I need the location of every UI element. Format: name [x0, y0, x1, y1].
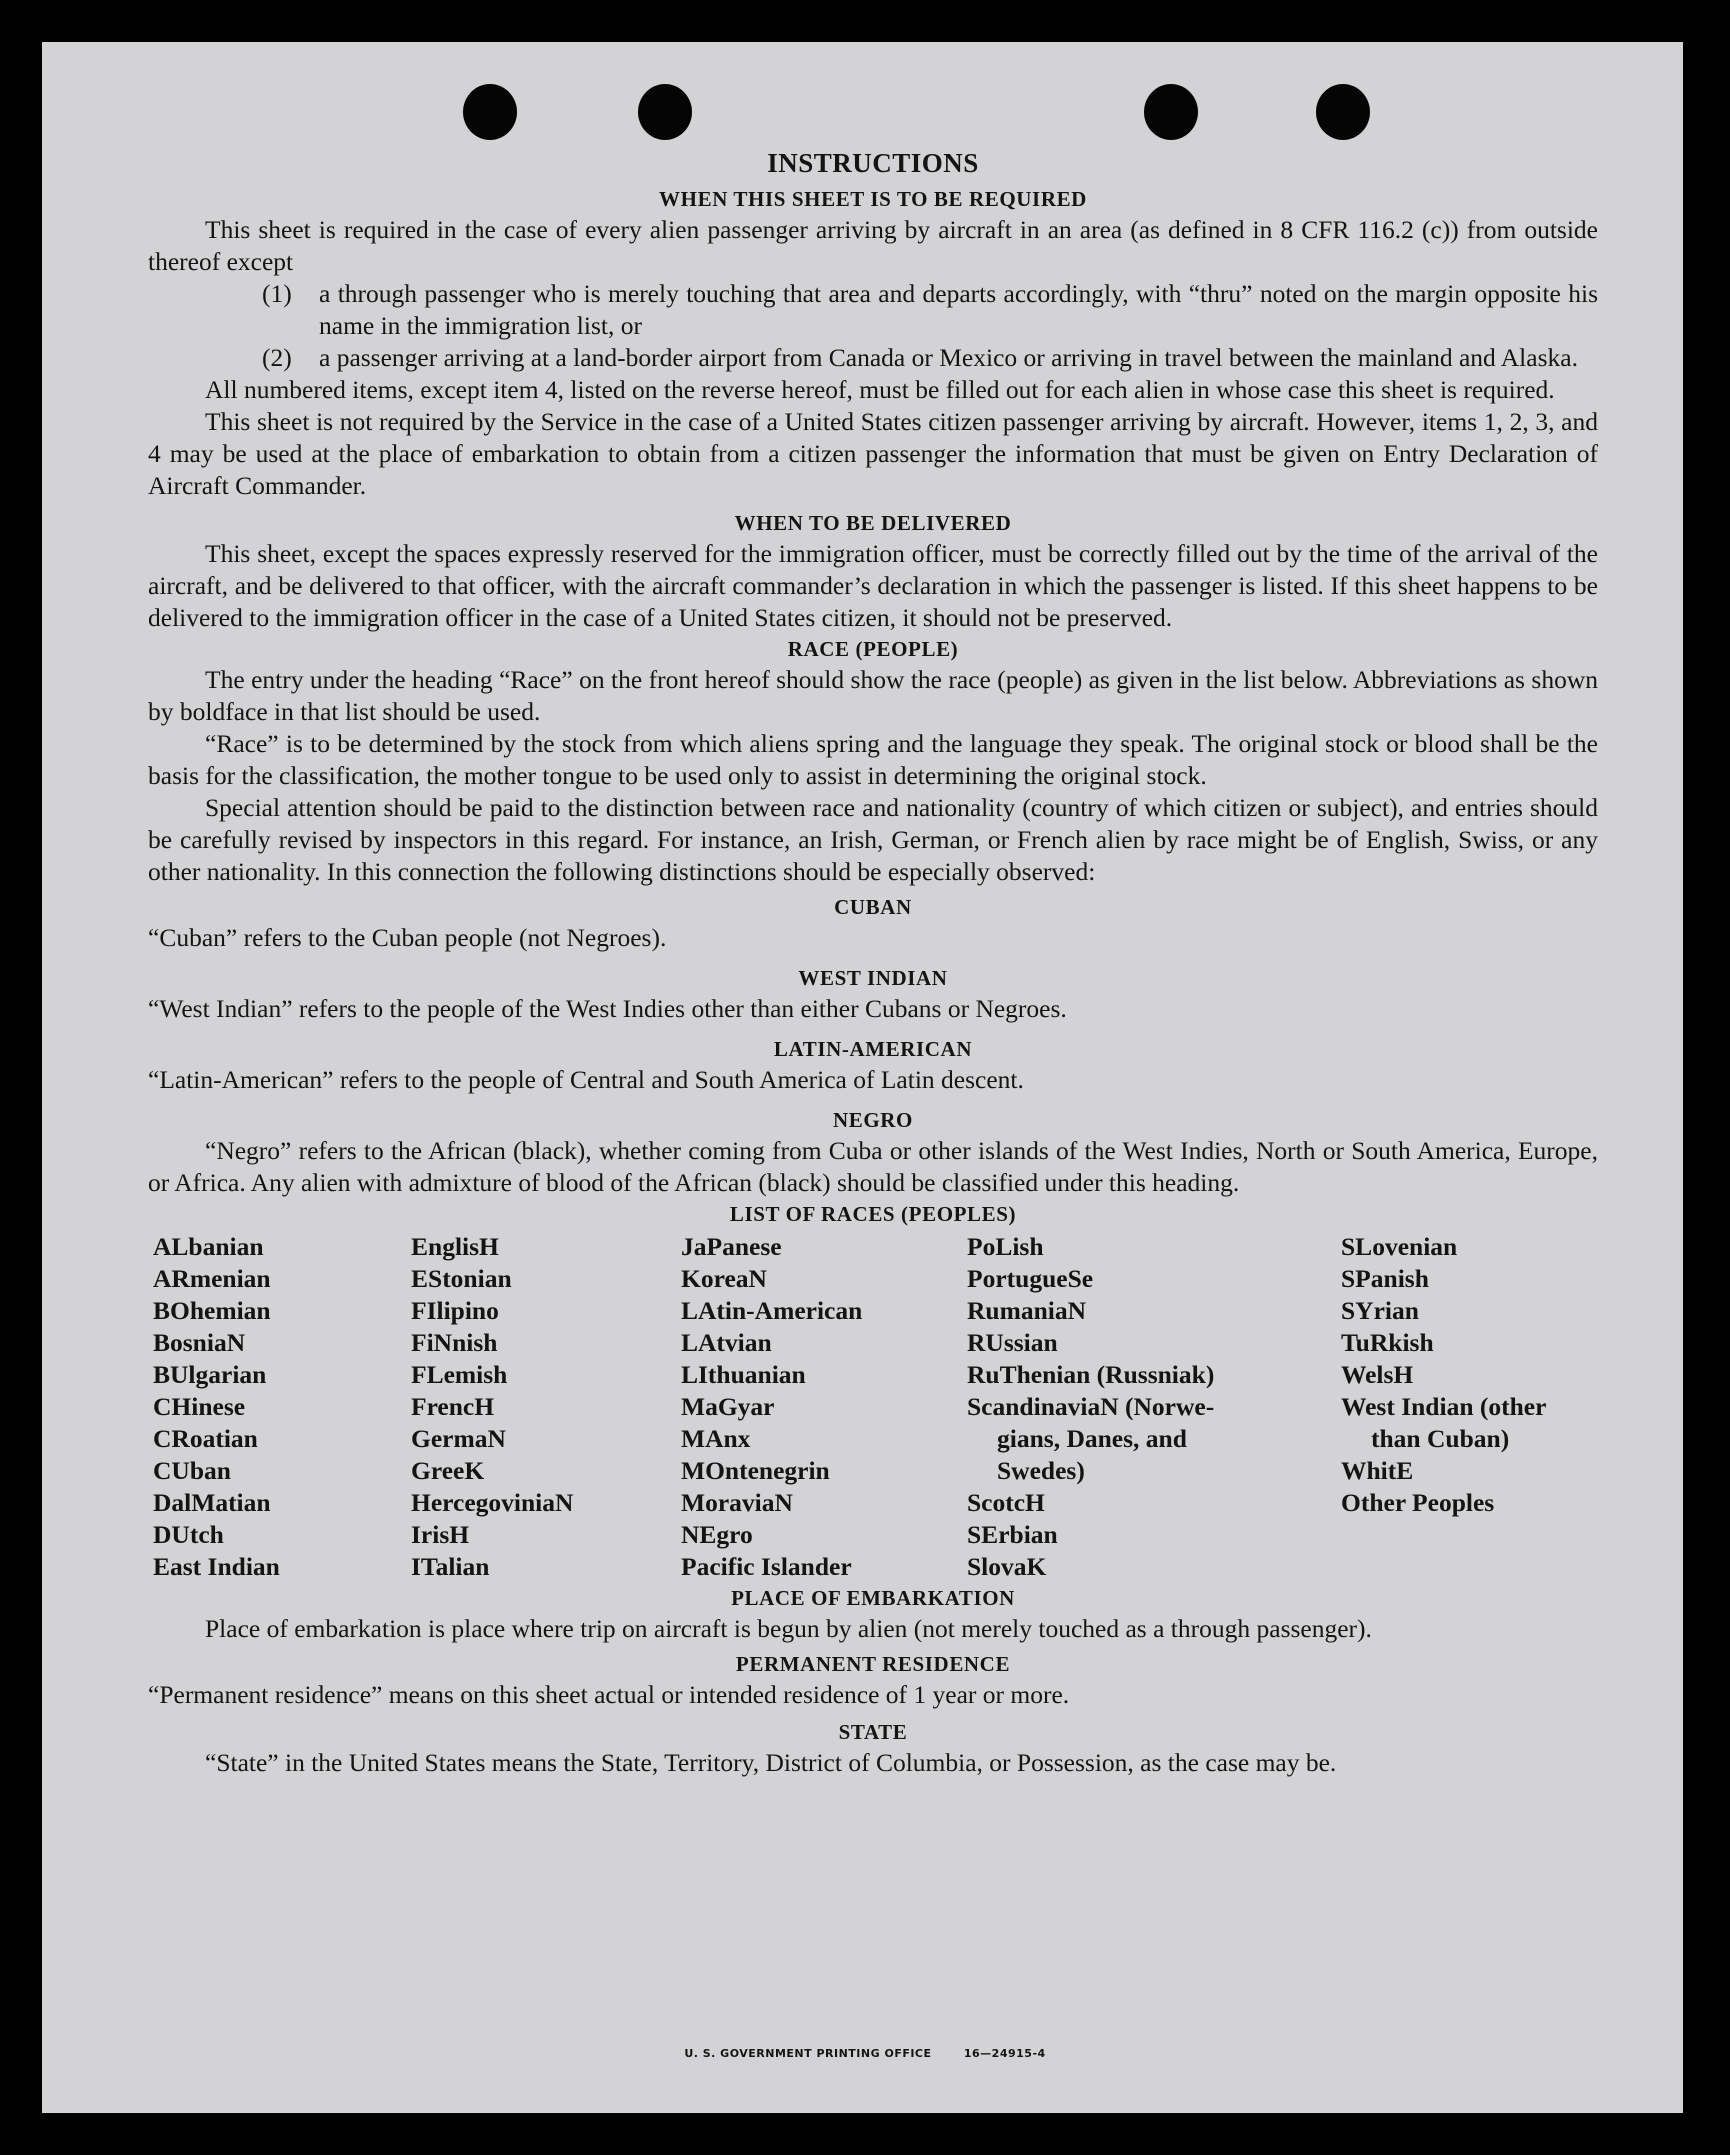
race-entry: LAtin-American: [681, 1296, 863, 1325]
race-column: [1341, 1231, 1546, 1519]
race-entry: RumaniaN: [967, 1296, 1087, 1325]
heading-place-of-embarkation: PLACE OF EMBARKATION: [731, 1586, 1015, 1610]
race-entry: Other Peoples: [1341, 1488, 1495, 1517]
race-entry: ScandinaviaN (Norwe-: [967, 1392, 1215, 1421]
paragraph: “Permanent residence” means on this sheet actual or intended residence of 1 year or more.: [148, 1680, 1070, 1709]
exception-item: [262, 342, 1598, 374]
item-number: (2): [262, 343, 292, 372]
race-entry: JaPanese: [681, 1232, 782, 1261]
race-entry: BUlgarian: [153, 1360, 267, 1389]
race-entry: WhitE: [1341, 1456, 1414, 1485]
race-entry: RUssian: [967, 1328, 1058, 1357]
race-entry: FIlipino: [411, 1296, 499, 1325]
heading-latin-american: LATIN-AMERICAN: [773, 1037, 973, 1061]
punch-hole: [638, 84, 692, 140]
race-entry: MoraviaN: [681, 1488, 793, 1517]
race-entry: GreeK: [411, 1456, 485, 1485]
race-entry: EStonian: [411, 1264, 512, 1293]
page-title: INSTRUCTIONS: [767, 148, 979, 178]
race-entry: BOhemian: [153, 1296, 271, 1325]
race-entry: CUban: [153, 1456, 231, 1485]
race-entry: SErbian: [967, 1520, 1058, 1549]
race-entry: gians, Danes, and: [997, 1424, 1187, 1453]
race-entry: PoLish: [967, 1232, 1044, 1261]
race-entry: PortugueSe: [967, 1264, 1094, 1293]
race-column: [681, 1231, 862, 1583]
race-entry: MOntenegrin: [681, 1456, 830, 1485]
race-entry: SlovaK: [967, 1552, 1047, 1581]
heading-when-delivered: WHEN TO BE DELIVERED: [734, 511, 1012, 535]
instructions-body: [148, 146, 1598, 1779]
race-entry: SYrian: [1341, 1296, 1419, 1325]
race-entry: BosniaN: [153, 1328, 246, 1357]
form-code: 16—24915-4: [963, 2047, 1046, 2060]
paragraph: The entry under the heading “Race” on the front hereof should show the race (people) as given in the list below. Abbreviations as shown by boldface in that list should be used.: [148, 665, 1598, 726]
race-entry: Pacific Islander: [681, 1552, 852, 1581]
race-entry: DUtch: [153, 1520, 224, 1549]
paragraph: “Latin-American” refers to the people of Central and South America of Latin descent.: [148, 1065, 1024, 1094]
race-entry: HercegoviniaN: [411, 1488, 574, 1517]
printer-imprint: [0, 2047, 1730, 2060]
race-entry: than Cuban): [1371, 1424, 1510, 1453]
race-entry: MaGyar: [681, 1392, 775, 1421]
race-entry: SPanish: [1341, 1264, 1429, 1293]
race-entry: FLemish: [411, 1360, 508, 1389]
race-entry: LAtvian: [681, 1328, 772, 1357]
heading-when-required: WHEN THIS SHEET IS TO BE REQUIRED: [659, 187, 1087, 211]
race-entry: ScotcH: [967, 1488, 1045, 1517]
item-text: a passenger arriving at a land-border airport from Canada or Mexico or arriving in travel between the mainland and Alaska.: [319, 343, 1578, 372]
race-entry: MAnx: [681, 1424, 751, 1453]
item-number: (1): [262, 279, 292, 308]
punch-hole: [1316, 84, 1370, 140]
heading-permanent-residence: PERMANENT RESIDENCE: [735, 1652, 1011, 1676]
exception-item: [262, 278, 1598, 342]
race-entry: RuThenian (Russniak): [967, 1360, 1215, 1389]
heading-list-of-races: LIST OF RACES (PEOPLES): [729, 1202, 1017, 1226]
race-entry: LIthuanian: [681, 1360, 806, 1389]
race-entry: CRoatian: [153, 1424, 258, 1453]
heading-west-indian: WEST INDIAN: [798, 966, 948, 990]
race-entry: WelsH: [1341, 1360, 1414, 1389]
race-entry: DalMatian: [153, 1488, 271, 1517]
race-entry: IrisH: [411, 1520, 470, 1549]
race-entry: ITalian: [411, 1552, 490, 1581]
paragraph: Place of embarkation is place where trip on aircraft is begun by alien (not merely touched as a through passenger).: [205, 1614, 1372, 1643]
punch-hole: [1144, 84, 1198, 140]
paragraph: Special attention should be paid to the distinction between race and nationality (country of which citizen or subject), and entries should be carefully revised by inspectors in this regard. For instance, an Irish, German, or French alien by race might be of English, Swiss, or any other nationality. In this connection the following distinctions should be especially observed:: [148, 793, 1598, 886]
race-column: [967, 1231, 1214, 1583]
race-entry: FiNnish: [411, 1328, 498, 1357]
punch-hole: [463, 84, 517, 140]
heading-race: RACE (PEOPLE): [787, 637, 959, 661]
race-entry: Swedes): [997, 1456, 1085, 1485]
race-entry: FrencH: [411, 1392, 495, 1421]
race-entry: SLovenian: [1341, 1232, 1458, 1261]
race-entry: KoreaN: [681, 1264, 767, 1293]
race-entry: EnglisH: [411, 1232, 499, 1261]
paragraph: This sheet is required in the case of every alien passenger arriving by aircraft in an area (as defined in 8 CFR 116.2 (c)) from outside thereof except: [148, 215, 1598, 276]
race-entry: CHinese: [153, 1392, 246, 1421]
race-entry: East Indian: [153, 1552, 280, 1581]
race-column: [153, 1231, 280, 1583]
paragraph: All numbered items, except item 4, listed on the reverse hereof, must be filled out for each alien in whose case this sheet is required.: [205, 375, 1555, 404]
paragraph: “West Indian” refers to the people of the West Indies other than either Cubans or Negroes.: [148, 994, 1067, 1023]
heading-negro: NEGRO: [832, 1108, 913, 1132]
race-entry: ARmenian: [153, 1264, 271, 1293]
printer-name: U. S. GOVERNMENT PRINTING OFFICE: [684, 2047, 932, 2060]
paragraph: “Race” is to be determined by the stock from which aliens spring and the language they speak. The original stock or blood shall be the basis for the classification, the mother tongue to be used only to assist in determining the original stock.: [148, 729, 1598, 790]
race-entry: GermaN: [411, 1424, 506, 1453]
heading-state: STATE: [838, 1720, 908, 1744]
paragraph: This sheet is not required by the Service in the case of a United States citizen passenger arriving by aircraft. However, items 1, 2, 3, and 4 may be used at the place of embarkation to obtain from a citizen passenger the information that must be given on Entry Declaration of Aircraft Commander.: [148, 407, 1598, 500]
heading-cuban: CUBAN: [834, 895, 912, 919]
race-entry: TuRkish: [1341, 1328, 1434, 1357]
race-list: [148, 1231, 1598, 1583]
race-entry: ALbanian: [153, 1232, 264, 1261]
item-text: a through passenger who is merely touching that area and departs accordingly, with “thru” noted on the margin opposite his name in the immigration list, or: [319, 279, 1598, 340]
paragraph: “State” in the United States means the State, Territory, District of Columbia, or Possession, as the case may be.: [205, 1748, 1337, 1777]
paragraph: “Cuban” refers to the Cuban people (not Negroes).: [148, 923, 667, 952]
paragraph: This sheet, except the spaces expressly reserved for the immigration officer, must be correctly filled out by the time of the arrival of the aircraft, and be delivered to that officer, with the aircraft commander’s declaration in which the passenger is listed. If this sheet happens to be delivered to the immigration officer in the case of a United States citizen, it should not be preserved.: [148, 539, 1598, 632]
race-entry: West Indian (other: [1341, 1392, 1547, 1421]
race-entry: NEgro: [681, 1520, 753, 1549]
race-column: [411, 1231, 573, 1583]
paragraph: “Negro” refers to the African (black), whether coming from Cuba or other islands of the West Indies, North or South America, Europe, or Africa. Any alien with admixture of blood of the African (black) should be classified under this heading.: [148, 1136, 1598, 1197]
